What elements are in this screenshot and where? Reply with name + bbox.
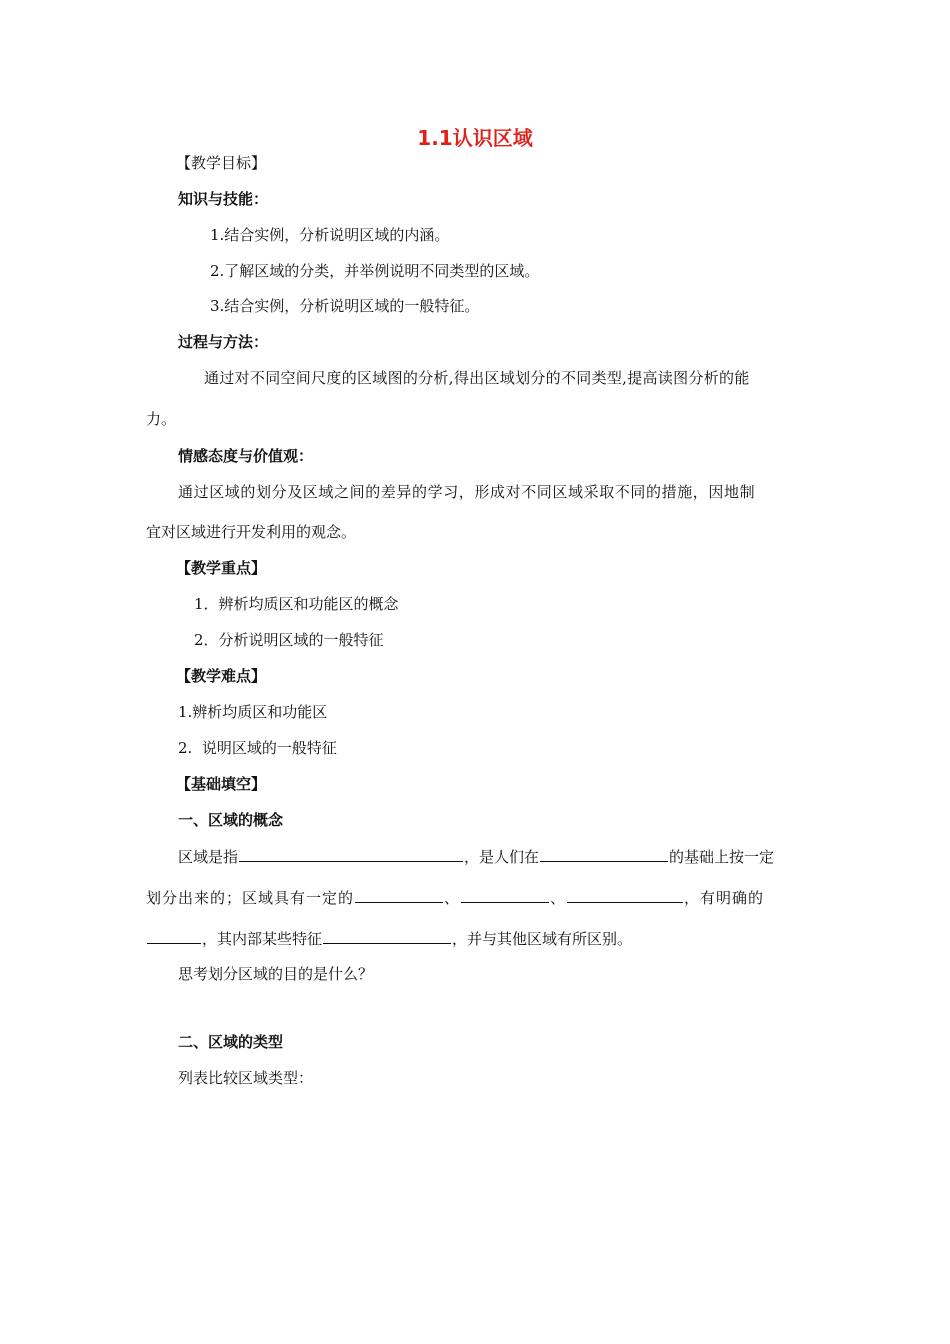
concept-text-a: 区域是指 <box>178 848 239 866</box>
knowledge-heading: 知识与技能： <box>178 190 269 208</box>
concept-line-3 <box>146 928 632 949</box>
section1-heading: 一、区域的概念 <box>178 811 284 829</box>
section2-heading: 二、区域的类型 <box>178 1033 284 1051</box>
blank-definition[interactable] <box>239 846 463 862</box>
difficult-point-2: 2. 说明区域的一般特征 <box>178 739 337 757</box>
concept-line-2 <box>146 887 764 908</box>
difficult-point-1: 1.辨析均质区和功能区 <box>178 703 328 721</box>
objectives-heading: 【教学目标】 <box>176 154 267 172</box>
concept-text-e: ，有明确的 <box>684 889 765 907</box>
concept-text-b: ，是人们在 <box>464 848 540 866</box>
process-line-1: 通过对不同空间尺度的区域图的分析,得出区域划分的不同类型,提高读图分析的能 <box>204 369 750 387</box>
emotion-line-2: 宜对区域进行开发利用的观念。 <box>146 523 357 541</box>
knowledge-item-1: 1.结合实例，分析说明区域的内涵。 <box>210 226 450 244</box>
key-point-2: 2．分析说明区域的一般特征 <box>194 631 384 649</box>
emotion-heading: 情感态度与价值观： <box>178 447 314 465</box>
concept-sep-1: 、 <box>444 889 461 907</box>
blank-basis[interactable] <box>540 846 668 862</box>
blank-attribute-1[interactable] <box>355 887 443 903</box>
concept-text-f: ，其内部某些特征 <box>202 930 323 948</box>
concept-text-d: 划分出来的；区域具有一定的 <box>146 889 355 907</box>
blank-attribute-2[interactable] <box>461 887 549 903</box>
process-heading: 过程与方法： <box>178 333 269 351</box>
concept-line-1 <box>178 846 774 867</box>
blank-boundary[interactable] <box>147 928 201 944</box>
difficult-points-heading: 【教学难点】 <box>176 667 267 685</box>
section2-text: 列表比较区域类型： <box>178 1069 314 1087</box>
concept-question: 思考划分区域的目的是什么？ <box>178 965 374 983</box>
concept-sep-2: 、 <box>550 889 567 907</box>
key-point-1: 1．辨析均质区和功能区的概念 <box>194 595 399 613</box>
concept-text-c: 的基础上按一定 <box>669 848 775 866</box>
page-title: 1.1认识区域 <box>417 126 533 150</box>
knowledge-item-3: 3.结合实例，分析说明区域的一般特征。 <box>210 297 480 315</box>
concept-text-g: ，并与其他区域有所区别。 <box>452 930 633 948</box>
blank-attribute-3[interactable] <box>567 887 683 903</box>
fill-blank-heading: 【基础填空】 <box>176 775 267 793</box>
key-points-heading: 【教学重点】 <box>176 559 267 577</box>
emotion-line-1: 通过区域的划分及区域之间的差异的学习，形成对不同区域采取不同的措施，因地制 <box>178 483 756 501</box>
process-line-2: 力。 <box>146 410 177 428</box>
knowledge-item-2: 2.了解区域的分类，并举例说明不同类型的区域。 <box>210 262 540 280</box>
blank-feature[interactable] <box>323 928 451 944</box>
